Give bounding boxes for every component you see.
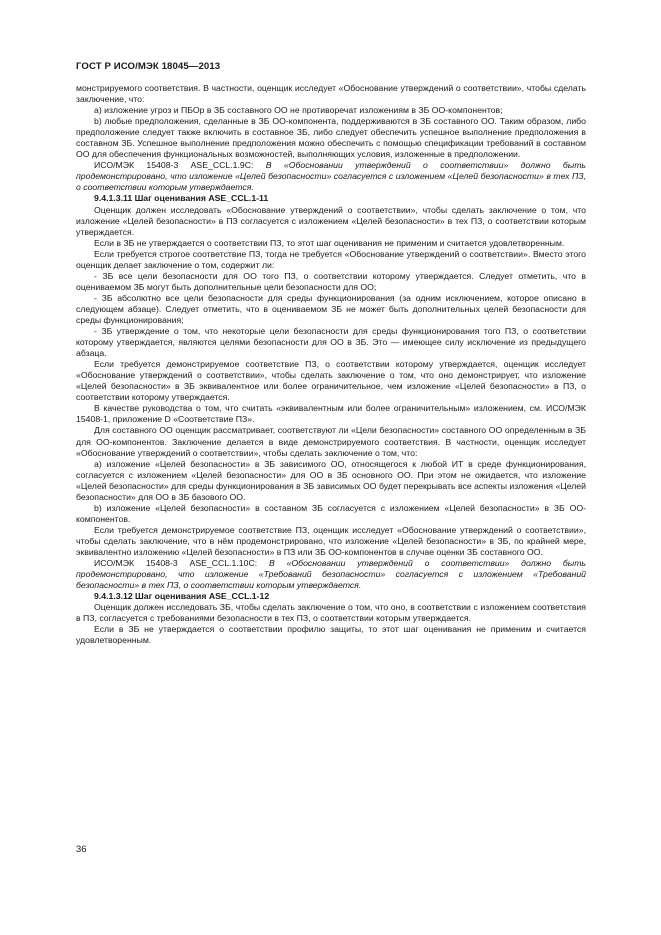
paragraph: В качестве руководства о том, что считать «эквивалентным или более ограничительным» изложением, см. ИСО/МЭК 15408-1, приложение D «Соответствие ПЗ». xyxy=(76,403,586,425)
list-item: a) изложение угроз и ПБОр в ЗБ составного ОО не противоречат изложениям в ЗБ ОО-компонентов; xyxy=(94,105,503,116)
requirement-text: В «Обосновании утверждений о соответствии» должно быть продемонстрировано, что изложение «Целей безопасности» согласуется с изложением «Целей безопасности» в тех ПЗ, о соответствии которым утверждается. xyxy=(76,160,586,193)
list-item: - ЗБ утверждение о том, что некоторые цели безопасности для среды функционирования того ПЗ, о соответствии которому утверждается, являются целями безопасности для ОО в ЗБ. Это — имеющее силу исключение из предыдущего абзаца. xyxy=(76,326,586,359)
section-heading: 9.4.1.3.11 Шаг оценивания ASE_CCL.1-11 xyxy=(94,193,269,204)
requirement-ref: ИСО/МЭК 15408-3 ASE_CCL.1.10С: xyxy=(94,558,258,569)
page-number: 36 xyxy=(76,843,87,854)
paragraph: Если в ЗБ не утверждается о соответствии ПЗ, то этот шаг оценивания не применим и считается удовлетворенным. xyxy=(94,237,565,248)
section-heading: 9.4.1.3.12 Шаг оценивания ASE_CCL.1-12 xyxy=(94,591,270,602)
page-header-title: ГОСТ Р ИСО/МЭК 18045—2013 xyxy=(76,61,221,72)
list-item: b) изложение «Целей безопасности» в составном ЗБ согласуется с изложением «Целей безопасности» в ЗБ ОО-компонентов. xyxy=(76,502,586,524)
page-body xyxy=(76,83,586,646)
paragraph: Оценщик должен исследовать ЗБ, чтобы сделать заключение о том, что оно, в соответствии с изложением соответствия в ПЗ, согласуется с требованиями безопасности в тех ПЗ, о соответствии которым утверждается. xyxy=(76,602,586,624)
paragraph: Если требуется демонстрируемое соответствие ПЗ, о соответствии которому утверждается, оценщик исследует «Обоснование утверждений о соответствии», чтобы сделать заключение о том, что оно демонстрирует, что изложение «Целей безопасности» в ЗБ эквивалентное или более ограничительное, чем изложение «Целей безопасности» в ПЗ, о соответствии которому утверждается. xyxy=(76,359,586,403)
list-item: - ЗБ абсолютно все цели безопасности для среды функционирования (за одним исключением, которое описано в следующем абзаце). Следует отметить, что в оцениваемом ЗБ не может быть дополнительных целей безопасности для среды функционирования; xyxy=(76,292,586,325)
paragraph: Если в ЗБ не утверждается о соответствии профилю защиты, то этот шаг оценивания не применим и считается удовлетворенным. xyxy=(76,624,586,646)
requirement-note xyxy=(76,160,586,193)
paragraph: Для составного ОО оценщик рассматривает, соответствуют ли «Цели безопасности» составного ОО определенным в ЗБ для ОО-компонентов. Заключение делается в виде демонстрируемого соответствия. В частности, оценщик исследует «Обоснование утверждений о соответствии», чтобы сделать заключение о том, что: xyxy=(76,425,586,458)
list-item: - ЗБ все цели безопасности для ОО того ПЗ, о соответствии которому утверждается. Следует отметить, что в оцениваемом ЗБ могут быть дополнительные цели безопасности для ОО; xyxy=(76,270,586,292)
requirement-text: В «Обосновании утверждений о соответствии» должно быть продемонстрировано, что изложение «Требований безопасности» согласуется с изложением «Требований безопасности» в тех ПЗ, о соответствии которым утверждается. xyxy=(76,558,586,591)
paragraph: Оценщик должен исследовать «Обоснование утверждений о соответствии», чтобы сделать заключение о том, что изложение «Целей безопасности» в ПЗ согласуется с изложением «Целей безопасности» в тех ПЗ, о соответствии которым утверждается. xyxy=(76,204,586,237)
list-item: b) любые предположения, сделанные в ЗБ ОО-компонента, поддерживаются в ЗБ составного ОО. Таким образом, либо предположение следует также включить в составное ЗБ, либо следует обеспечить успешное выполнение предположения в составном ЗБ. Успешное выполнение предположения можно обеспечить с помощью спецификации требований в составном ОО для обеспечения функциональных возможностей, выполняющих условия, изложенные в предположении. xyxy=(76,116,586,160)
paragraph: Если требуется демонстрируемое соответствие ПЗ, оценщик исследует «Обоснование утверждений о соответствии», чтобы сделать заключение, что в нём продемонстрировано, что изложение «Целей безопасности» в ЗБ, по крайней мере, эквивалентно изложению «Целей безопасности» в ПЗ или ЗБ ОО-компонентов в случае оценки ЗБ составного ОО. xyxy=(76,524,586,557)
requirement-ref: ИСО/МЭК 15408-3 ASE_CCL.1.9С: xyxy=(94,160,254,171)
paragraph: Если требуется строгое соответствие ПЗ, тогда не требуется «Обоснование утверждений о соответствии». Вместо этого оценщик делает заключение о том, содержит ли: xyxy=(76,248,586,270)
paragraph: монстрируемого соответствия. В частности, оценщик исследует «Обоснование утверждений о соответствии», чтобы сделать заключение, что: xyxy=(76,83,586,105)
list-item: a) изложение «Целей безопасности» в ЗБ зависимого ОО, относящегося к любой ИТ в среде функционирования, согласуется с изложением «Целей безопасности» для ОО в ЗБ основного ОО. При этом не ожидается, что изложение «Целей безопасности» для среды функционирования в ЗБ зависимых ОО будет перекрывать все аспекты изложения «Целей безопасности» для ОО в ЗБ базового ОО. xyxy=(76,458,586,502)
requirement-note xyxy=(76,558,586,591)
